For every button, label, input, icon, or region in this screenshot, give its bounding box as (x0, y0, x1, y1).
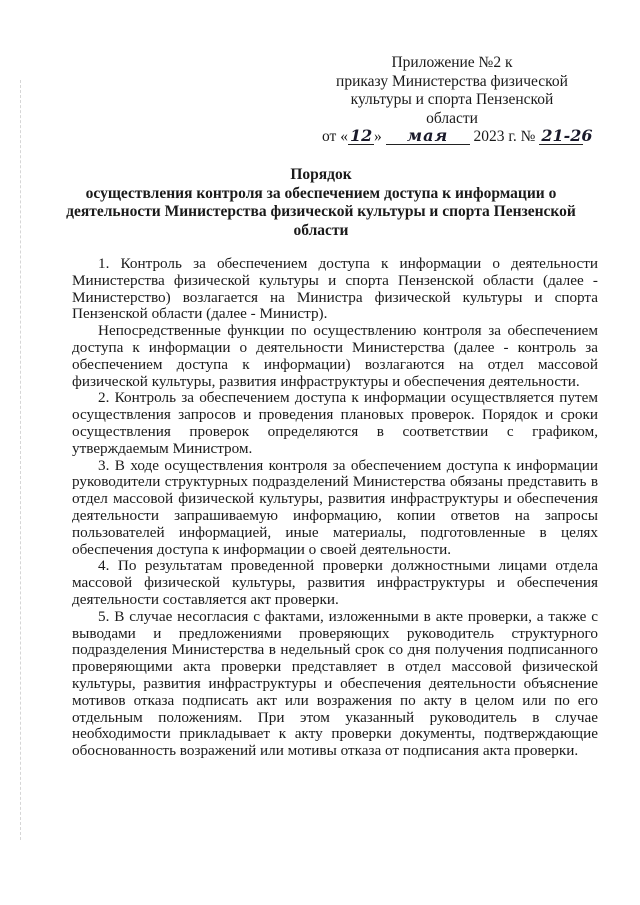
handwritten-month: мая (386, 128, 470, 145)
appendix-line-1: Приложение №2 к (391, 54, 513, 71)
handwritten-order-number: 21-26 (541, 126, 593, 145)
paragraph-1: 1. Контроль за обеспечением доступа к информации о деятельности Министерства физической культуры и спорта Пензенской области (далее - Министерство) возлагается на Министра физической культуры и спорта Пензенской области (далее - Министр). (72, 255, 598, 323)
paragraph-1-continued: Непосредственные функции по осуществлению контроля за обеспечением доступа к информации о деятельности Министерства (далее - контроль за обеспечением доступа к информации) возлагаются на отдел массовой физической культуры, развития инфраструктуры и обеспечения деятельности. (72, 322, 598, 390)
paragraph-2: 2. Контроль за обеспечением доступа к информации осуществляется путем осуществления запросов и проведения плановых проверок. Порядок и сроки осуществления проверок определяются в соответствии с графиком, утверждаемым Министром. (72, 389, 598, 457)
title-line-3: деятельности Министерства физической культуры и спорта Пензенской (66, 203, 576, 220)
appendix-header (322, 54, 593, 147)
title-line-1: Порядок (290, 166, 352, 183)
appendix-line-2: приказу Министерства физической (336, 72, 568, 90)
document-title (60, 166, 582, 240)
appendix-line-4: области (426, 109, 478, 127)
scan-fold-line (20, 80, 23, 840)
paragraph-4: 4. По результатам проведенной проверки должностными лицами отдела массовой физической культуры, развития инфраструктуры и обеспечения деятельности составляется акт проверки. (72, 557, 598, 608)
title-line-4: области (293, 221, 349, 239)
appendix-line-3: культуры и спорта Пензенской (350, 91, 554, 108)
title-line-2: осуществления контроля за обеспечением доступа к информации о (85, 184, 557, 202)
order-date-line (322, 126, 593, 147)
date-quote-close: » (373, 128, 382, 145)
date-prefix: от « (322, 128, 348, 145)
order-year: 2023 г. № (473, 128, 536, 145)
handwritten-day: 12 (349, 126, 373, 145)
paragraph-3: 3. В ходе осуществления контроля за обеспечением доступа к информации руководители структурных подразделений Министерства обязаны представить в отдел массовой физической культуры, развития инфраструктуры и обеспечения деятельности запрашиваемую информацию, копии ответов на запросы пользователей информацией, иные материалы, подготовленные в целях обеспечения доступа к информации о своей деятельности. (72, 456, 598, 558)
paragraph-5: 5. В случае несогласия с фактами, изложенными в акте проверки, а также с выводами и предложениями проверяющих руководитель структурного подразделения Министерства в недельный срок со дня получения подписанного проверяющими акта проверки представляет в отдел массовой физической культуры, развития инфраструктуры и обеспечения деятельности объяснение мотивов отказа подписать акт или возражения по акту в целом или по его отдельным положениям. При этом указанный руководитель в случае необходимости прикладывает к акту проверки документы, подтверждающие обоснованность возражений или мотивы отказа от подписания акта проверки. (72, 607, 598, 760)
document-body (72, 256, 598, 760)
